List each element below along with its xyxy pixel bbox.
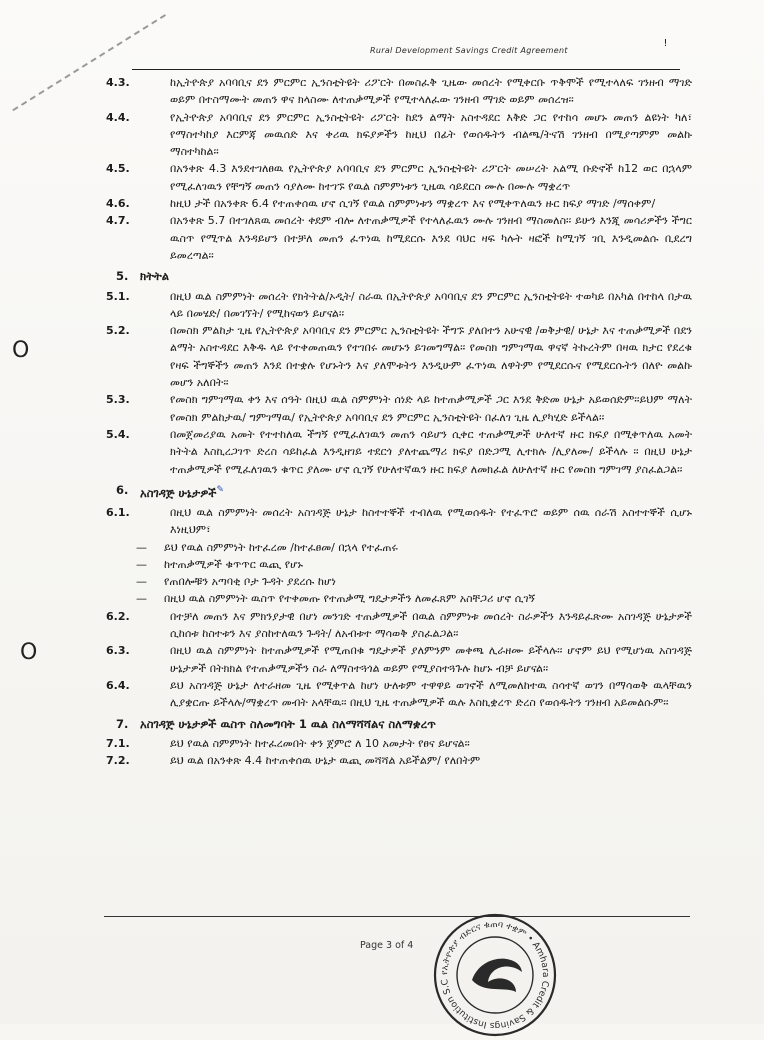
list-item: [108, 288, 692, 323]
item-text: በተቻለ መጠን እና ምክንያታዊ በሆነ መንገድ ተጠቃሚዎች በዉል ስምምነቱ መሰረት ስራዎችን እንዳይፈጽሙ አስገዳጅ ሁኔታዎች ሲከሰቱ ከስተቱን እና ያስከተለዉን ጉዳት/ ለአብቱተ ማሳወቅ ያስፈልጋል፡፡: [170, 609, 692, 641]
section-7-items: [108, 735, 692, 770]
list-item: [108, 109, 692, 161]
item-number: 4.3.: [106, 76, 130, 89]
item-text: በዚህ ዉል ስምምነት መሰረት የክትትል/ኦዲት/ ስራዉ በኢትዮጵያ አባባቢና ደን ምርምር ኢንስቲትዩት ተወካይ በአካል በተከላ በታዉ ላይ በመሄድ/ በመገኘት/ የሚከናወን ይሆናል፡፡: [170, 289, 692, 320]
bullet-item: [108, 590, 692, 607]
bullet-text: ይህ የዉል ስምምነት ከተፈረመ /ከተፈፀመ/ በኋላ የተፈጠሩ: [164, 540, 398, 554]
item-number: 5.1.: [106, 289, 130, 303]
item-text: በዚህ ዉል ስምምነት ከተጠቃሚዎች የሚጠበቁ ግዴታዎች ያለምንም መቀጫ ሊራዘሙ ይችላሉ፡፡ ሆኖም ይህ የሚሆነዉ አስገዳጅ ሁኔታዎች በትክክል የተጠቃሚዎችን ስራ ለማስተጓጎል ወይም የሚያስተጓጉሉ ከሆኑ ብቻ ይሆናል፡፡: [170, 644, 692, 675]
item-number: 6.1.: [106, 505, 130, 519]
section-number: 6.: [116, 482, 129, 497]
item-number: 6.2.: [106, 609, 130, 623]
item-text: ይህ የዉል ስምምነት ከተፈረመበት ቀን ጀምሮ ለ 10 አመታት የፀና ይሆናል፡፡: [170, 736, 470, 750]
item-text: ይህ ዉል በአንቀጽ 4.4 ከተጠቀሰዉ ሁኔታ ዉጪ መሻሻል አይችልም/ የለበትም: [170, 754, 481, 768]
dash-icon: —: [136, 575, 147, 589]
item-text: በአንቀጽ 4.3 እንደተገለፀዉ የኢትዮጵያ አባባቢና ደን ምርምር ኢንስቲትዩት ሪፖርት መሠረት አልሚ ቡድኖች ከ12 ወር በኋላም የሚፈለገዉን የቸግኝ መጠን ሳያለሙ ከተገኙ የዉል ስምምነቱን ጊዜዉ ሳይደርስ ሙሉ በሙሉ ማቋረጥ: [170, 162, 692, 193]
list-item: [108, 735, 692, 752]
section-5-heading: [108, 268, 692, 285]
item-number: 4.7.: [106, 214, 130, 228]
pen-mark: ✎: [216, 484, 224, 495]
list-item: [108, 504, 692, 539]
item-text: የኢትዮጵያ አባባቢና ደን ምርምር ኢንስቲትዩት ሪፖርት ከደን ልማት አስተዳደር እቅድ ጋር የተከሳ መሆኑ መጠን ልዩነት ካለ፣ የማስተካከያ እርምጃ መዉሰድ እና ቀሪዉ ክፍያዎችን ከዚህ በፊት የወሰዱትን ብልጫ/ትናሽ ገንዘብ በሚያጣምም መልኩ ማስተካከል፡፡: [170, 110, 692, 159]
list-item: [108, 752, 692, 769]
bullet-item: [108, 539, 692, 556]
list-item: [108, 426, 692, 478]
item-text: በመጀመሪያዉ አመት የተተከለዉ ችግኝ የሚፈለገዉን መጠን ሳይሆን ሲቀር ተጠቃሚዎች ሁለተኛ ዙር ክፍያ በሚቀጥለዉ አመት ክትትል እስኪረጋገጥ ድረስ ሳይከፈል እንዲዘገይ ተደርጎ ያለተጨማሪ ክፍያ በድጋሚ ሊተክሉ /ሊያለሙ/ ይችላሉ ፡፡ በዚህ ሁኔታ ተጠቃሚዎች የሚፈለገዉን ቁጥር ያለሙ ሆኖ ሲገኝ የሁለተኛዉን ዙር ክፍያ ለመክፈል ለሁለተኛ ዙር የመስክ ግምገማ ያስፈልጋል፡፡: [170, 427, 692, 476]
margin-scribble-1: O: [12, 338, 30, 363]
item-number: 5.3.: [106, 393, 130, 407]
dash-icon: —: [136, 540, 147, 554]
section-7-heading: [108, 716, 692, 733]
list-item: [108, 642, 692, 677]
stamp-emblem-icon: [472, 959, 522, 992]
item-number: 6.3.: [106, 644, 130, 658]
list-item: [108, 677, 692, 712]
dash-icon: —: [136, 557, 147, 571]
item-text: በመስክ ምልከታ ጊዜ የኢትዮጵያ አባባቢና ደን ምርምር ኢንስቲትዩት ችግኙ ያለበተን አሁናዊ /ወቅታዊ/ ሁኔታ እና ተጠቃሚዎች በደን ልማት አስተዳደር እቅዱ ላይ የተቀመጠዉን የተገበሩ መሆኑን ይገመግማል፡፡ የመስክ ግምገማዉ ዋናኛ ትኩረትም በዛዉ ክታር የደረቁ የዛፍ ችግኞችን መጠን እንደ በተቋሉ የሆኑትን እና ያለሞቱትን እንዲሁም ፈጥነዉ ለዋትም የሚደርሱና የሚደርሱትን በለዮ መልኩ መሆን አለበት፡፡: [170, 324, 692, 390]
corner-mark: ǃ: [664, 38, 667, 49]
list-item: [108, 322, 692, 391]
page-number: Page 3 of 4: [360, 940, 414, 951]
item-number: 5.4.: [106, 427, 130, 441]
section-6-heading: [108, 482, 692, 502]
section-number: 5.: [116, 269, 129, 284]
list-item: [108, 74, 692, 109]
list-item: [108, 608, 692, 643]
section-title: አስገዳጅ ሁኔታዎች ዉስጥ ስለመግባት 1 ዉል ስለማሻሻልና ስለማቋረጥ: [140, 716, 436, 731]
section-6-bullets: [108, 539, 692, 608]
items-before-section-5: [108, 74, 692, 264]
bullet-text: ከተጠቃሚዎች ቁጥጥር ዉጪ የሆኑ: [164, 557, 303, 571]
item-text: ከኢትዮጵያ አባባቢና ደን ምርምር ኢንስቲትዩት ሪፖርት በመስፈቅ ጊዜው መሰረት የሚቀርቡ ጥቅሞች የሚተላለፍ ገንዘብ ማገድ ወይም በተስማሙት መጠን ዋና ክላስሙ ለተጠቃሚዎች የሚተላለፈው ገንዘብ ማገድ ወይም መሰረዝ፡፡: [170, 76, 692, 107]
official-stamp: [430, 910, 560, 1040]
item-text: የመስክ ግምገማዉ ቀን እና ሰዓት በዚህ ዉል ስምምነት ሰነድ ላይ ከተጠቃሚዎች ጋር እንደ ቅድመ ሁኔታ አይወሰድም፡፡ይህም ማለት የመስክ ምልከታዉ/ ግምገማዉ/ የኢትዮጵያ አባባቢና ደን ምርምር ኢንስቲትዩት በፈለገ ጊዜ ሊያካሂድ ይችላል፡፡: [170, 393, 692, 424]
item-number: 5.2.: [106, 324, 130, 338]
margin-scribble-2: O: [20, 640, 38, 665]
item-text: ከዚህ ታች በአንቀጽ 6.4 የተጠቀሰዉ ሆኖ ሲገኝ የዉል ስምምነቱን ማቋረጥ እና የሚቀጥለዉን ዙር ክፍያ ማገድ /ማሰቀም/: [170, 197, 656, 211]
list-item: [108, 195, 692, 212]
item-number: 6.4.: [106, 678, 130, 692]
list-item: [108, 212, 692, 264]
dash-icon: —: [136, 592, 147, 606]
list-item: [108, 391, 692, 426]
item-number: 4.4.: [106, 110, 130, 124]
section-number: 7.: [116, 716, 129, 731]
footer-rule: [104, 916, 690, 917]
running-header: Rural Development Savings Credit Agreement: [370, 46, 568, 55]
section-5-items: [108, 288, 692, 478]
document-body: [108, 74, 692, 769]
header-rule: [132, 69, 680, 70]
section-title: አስገዳጅ ሁኔታዎች: [140, 485, 217, 500]
bullet-text: በዚህ ዉል ስምምነት ዉስጥ የተቀመጡ የተጠቃሚ ግዴታዎችን ለመፈጸም አስቸጋሪ ሆኖ ሲገኝ: [164, 592, 536, 606]
section-title: ክትትል: [140, 269, 170, 284]
item-text: በዚህ ዉል ስምምነት መሰረት አስገዳጅ ሁኔታ ከስተተኞች ተብለዉ የሚወሰዱት የተፈጥሮ ወይም ሰዉ ሰራሽ አስተተኞች ሲሆኑ እነዚህም፣: [170, 505, 692, 537]
bullet-item: [108, 573, 692, 590]
item-number: 7.1.: [106, 736, 130, 750]
bullet-text: የጠበሎቹን አጣባቂ ቦታ ጉዳት ያደረሱ ከሆነ: [164, 575, 336, 589]
item-number: 7.2.: [106, 754, 130, 768]
section-6-items-cont: [108, 608, 692, 712]
item-number: 4.5.: [106, 162, 130, 176]
stamp-ring-text: የኢትዮጵያ ብድርና ቁጠባ ተቋም • Amhara Credit & Savings Institution S.C: [439, 919, 551, 1031]
section-6-items: [108, 504, 692, 539]
item-text: በአንቀጽ 5.7 በተገለጸዉ መሰረት ቀደም ብሎ ለተጠቃሚዎች የተላለፈዉን ሙሉ ገንዘብ ማስመለስ፡፡ ይሁን እንጂ መሳሪዎችን ችግር ዉስጥ የሚጥል እንዳይሆን በተቻለ መጠን ፈጥነዉ ከሚደርሱ እንደ ባህር ዛፍ ካሉት ዛፎች ከሚገኝ ገቢ እንዲመልሱ ቢደረግ ይመረጣል፡፡: [170, 214, 692, 262]
item-number: 4.6.: [106, 197, 130, 211]
item-text: ይህ አስገዳጅ ሁኔታ ለተራዘመ ጊዜ የሚቀጥል ከሆነ ሁለቱም ተዋዋይ ወገኖች ለሚመለከተዉ ስሳተኛ ወገን በማሳወቅ ዉላቸዉን ሊያቋርጡ ይችላሉ/ማቋረጥ መብት አላቸዉ፡፡ በዚህ ጊዜ ተጠቃሚዎች ዉሉ እስኪቋረጥ ድረስ የወሰዱትን ገንዘብ አይመልሱም፡፡: [170, 678, 692, 710]
bullet-item: [108, 556, 692, 573]
list-item: [108, 160, 692, 195]
